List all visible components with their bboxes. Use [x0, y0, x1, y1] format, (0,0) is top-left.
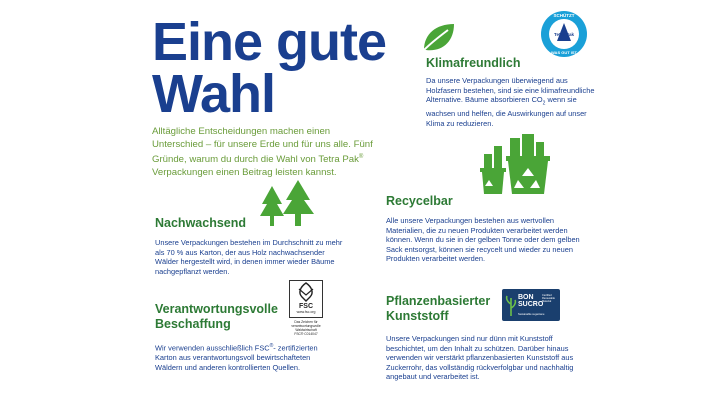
fsc-logo-name: FSC [299, 303, 313, 310]
text-nachwachsend: Unsere Verpackungen bestehen im Durchschnitt zu mehr als 70 % aus Karton, der aus Holz nachwachsender Wälder hergestellt wird, in denen immer wieder Bäume nachgepflanzt werden. [155, 238, 343, 276]
heading-klima: Klimafreundlich [426, 56, 521, 70]
text-verantwortung-pre: Wir verwenden ausschließlich FSC [155, 343, 270, 353]
fsc-logo-code: FSC® C014047 [294, 332, 318, 336]
text-klima-pre: Da unsere Verpackungen überwiegend aus Holzfasern bestehen, sind sie eine klimafreundliche Alternative. Bäume absorbieren CO [426, 76, 595, 105]
bonsucro-line1: BON [518, 294, 534, 301]
heading-verantwortung [155, 302, 278, 332]
text-verantwortung [155, 342, 333, 372]
text-klima-sub: 2 [542, 100, 546, 107]
tetrapak-badge-top: SCHÜTZT [553, 13, 575, 18]
fsc-logo-site: www.fsc.org [296, 310, 316, 314]
text-verantwortung-post: - zertifizierten Karton aus verantwortungsvoll bewirtschafteten Wäldern und anderen kontrollierten Quellen. [155, 343, 318, 372]
tetrapak-badge-bottom: WAS GUT IST [551, 50, 577, 55]
trees-icon [258, 180, 320, 230]
bonsucro-logo [502, 289, 560, 321]
bonsucro-certified: Certified Renewable Material [542, 294, 555, 303]
text-klima-post: wenn sie wachsen und helfen, die Auswirkungen auf unser Klima zu reduzieren. [426, 95, 587, 128]
leaf-icon [420, 22, 456, 54]
heading-recycelbar: Recycelbar [386, 194, 453, 208]
heading-nachwachsend: Nachwachsend [155, 216, 247, 230]
intro-pre: Alltägliche Entscheidungen machen einen Unterschied – für unsere Erde und für uns alle. Fünf Gründe, warum du durch die Wahl von Tetra Pak [152, 126, 373, 166]
bonsucro-line2: SUCRO [518, 301, 544, 308]
bonsucro-plant-icon [505, 294, 517, 316]
intro-reg: ® [358, 154, 364, 160]
text-klima [426, 76, 602, 128]
text-verantwortung-reg: ® [269, 343, 274, 349]
heading-pflanzen [386, 294, 490, 324]
fsc-logo-caption: Das Zeichen für verantwortungsvolle Waldwirtschaft [291, 320, 321, 332]
tetrapak-badge-brand: Tetra Pak [554, 32, 574, 37]
fsc-logo [286, 280, 326, 336]
heading-verantwortung-line2: Beschaffung [155, 317, 231, 331]
bonsucro-tagline: Sustainable sugarcane [518, 313, 545, 316]
title-line-2: Wahl [152, 64, 275, 124]
heading-pflanzen-line2: Kunststoff [386, 309, 449, 323]
fsc-logo-box [289, 280, 323, 318]
page-title [152, 12, 387, 124]
intro-text [152, 126, 380, 179]
tetrapak-badge [540, 10, 588, 58]
title-line-1: Eine gute [152, 12, 387, 72]
fsc-tree-icon [290, 281, 322, 303]
intro-post: Verpackungen einen Beitrag leisten kannst. [152, 166, 337, 178]
text-pflanzen: Unsere Verpackungen sind nur dünn mit Kunststoff beschichtet, um den Inhalt zu schützen. Darüber hinaus verwenden wir verstärkt pflanzenbasierten Kunststoff aus Zuckerrohr, das vollständig rückverfolgbar und nachhaltig angebaut und verarbeitet ist. [386, 334, 574, 382]
text-recycelbar: Alle unsere Verpackungen bestehen aus wertvollen Materialien, die zu neuen Produkten verarbeitet werden können. Wenn du sie in der gelben Tonne oder dem gelben Sack entsorgst, können sie recycelt und wieder zu neuen Produkten verarbeitet werden. [386, 216, 580, 264]
heading-pflanzen-line1: Pflanzenbasierter [386, 294, 491, 308]
recycling-bins-icon [478, 132, 554, 194]
heading-verantwortung-line1: Verantwortungsvolle [155, 302, 278, 316]
